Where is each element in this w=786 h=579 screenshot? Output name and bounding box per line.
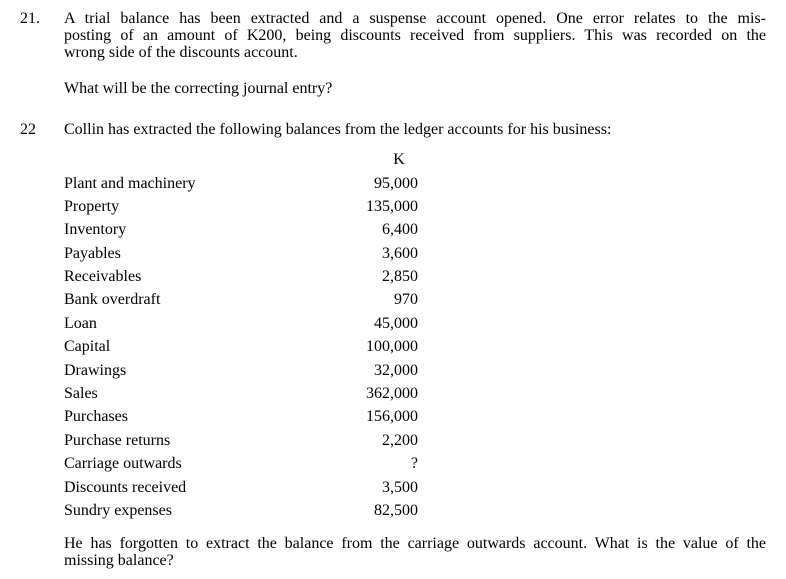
balance-value: ? [410, 455, 418, 472]
balance-value: 32,000 [374, 362, 418, 379]
question-22-intro: Collin has extracted the following balances from the ledger accounts for his business: [64, 121, 612, 138]
balance-value: 135,000 [366, 198, 418, 215]
balance-label: Purchase returns [64, 432, 171, 449]
balance-row [64, 221, 420, 239]
balance-row [64, 175, 420, 193]
balance-label: Drawings [64, 362, 127, 379]
balance-value: 156,000 [366, 408, 418, 425]
balance-row [64, 385, 420, 403]
balance-row [64, 432, 420, 450]
balance-label: Discounts received [64, 479, 187, 496]
balance-label: Sales [64, 385, 98, 402]
balance-label: Property [64, 198, 120, 215]
currency-header: K [393, 151, 405, 168]
balance-label: Carriage outwards [64, 455, 182, 472]
question-21-line-3: wrong side of the discounts account. [64, 44, 298, 61]
question-22-number: 22 [20, 121, 36, 138]
balance-label: Receivables [64, 268, 142, 285]
balance-row [64, 362, 420, 380]
balance-row [64, 315, 420, 333]
balance-value: 970 [394, 291, 418, 308]
balance-label: Payables [64, 245, 121, 262]
question-21-text [64, 10, 766, 61]
balance-value: 3,500 [382, 479, 418, 496]
balance-row [64, 291, 420, 309]
question-21-number: 21. [20, 10, 40, 27]
question-22-closing-line-1: He has forgotten to extract the balance from the carriage outwards account. What is the value of the [64, 535, 766, 552]
balance-label: Inventory [64, 221, 127, 238]
balance-row [64, 268, 420, 286]
balance-label: Plant and machinery [64, 175, 196, 192]
balance-row [64, 245, 420, 263]
balance-value: 2,200 [382, 432, 418, 449]
balance-value: 95,000 [374, 175, 418, 192]
balance-row [64, 338, 420, 356]
question-22-closing [64, 535, 766, 569]
question-21-prompt: What will be the correcting journal entry? [64, 80, 333, 97]
balance-value: 3,600 [382, 245, 418, 262]
balance-value: 45,000 [374, 315, 418, 332]
question-21-line-2: posting of an amount of K200, being discounts received from suppliers. This was recorded on the [64, 27, 766, 44]
balance-label: Capital [64, 338, 111, 355]
balance-row [64, 198, 420, 216]
balance-label: Purchases [64, 408, 128, 425]
question-22-closing-line-2: missing balance? [64, 552, 174, 569]
balance-row [64, 502, 420, 520]
question-21-line-1: A trial balance has been extracted and a suspense account opened. One error relates to the mis- [64, 10, 766, 27]
balance-row [64, 455, 420, 473]
balance-label: Sundry expenses [64, 502, 172, 519]
balance-value: 362,000 [366, 385, 418, 402]
balance-value: 2,850 [382, 268, 418, 285]
balance-label: Bank overdraft [64, 291, 161, 308]
balance-label: Loan [64, 315, 97, 332]
balance-value: 6,400 [382, 221, 418, 238]
balance-value: 82,500 [374, 502, 418, 519]
balance-row [64, 479, 420, 497]
balance-value: 100,000 [366, 338, 418, 355]
balance-row [64, 408, 420, 426]
